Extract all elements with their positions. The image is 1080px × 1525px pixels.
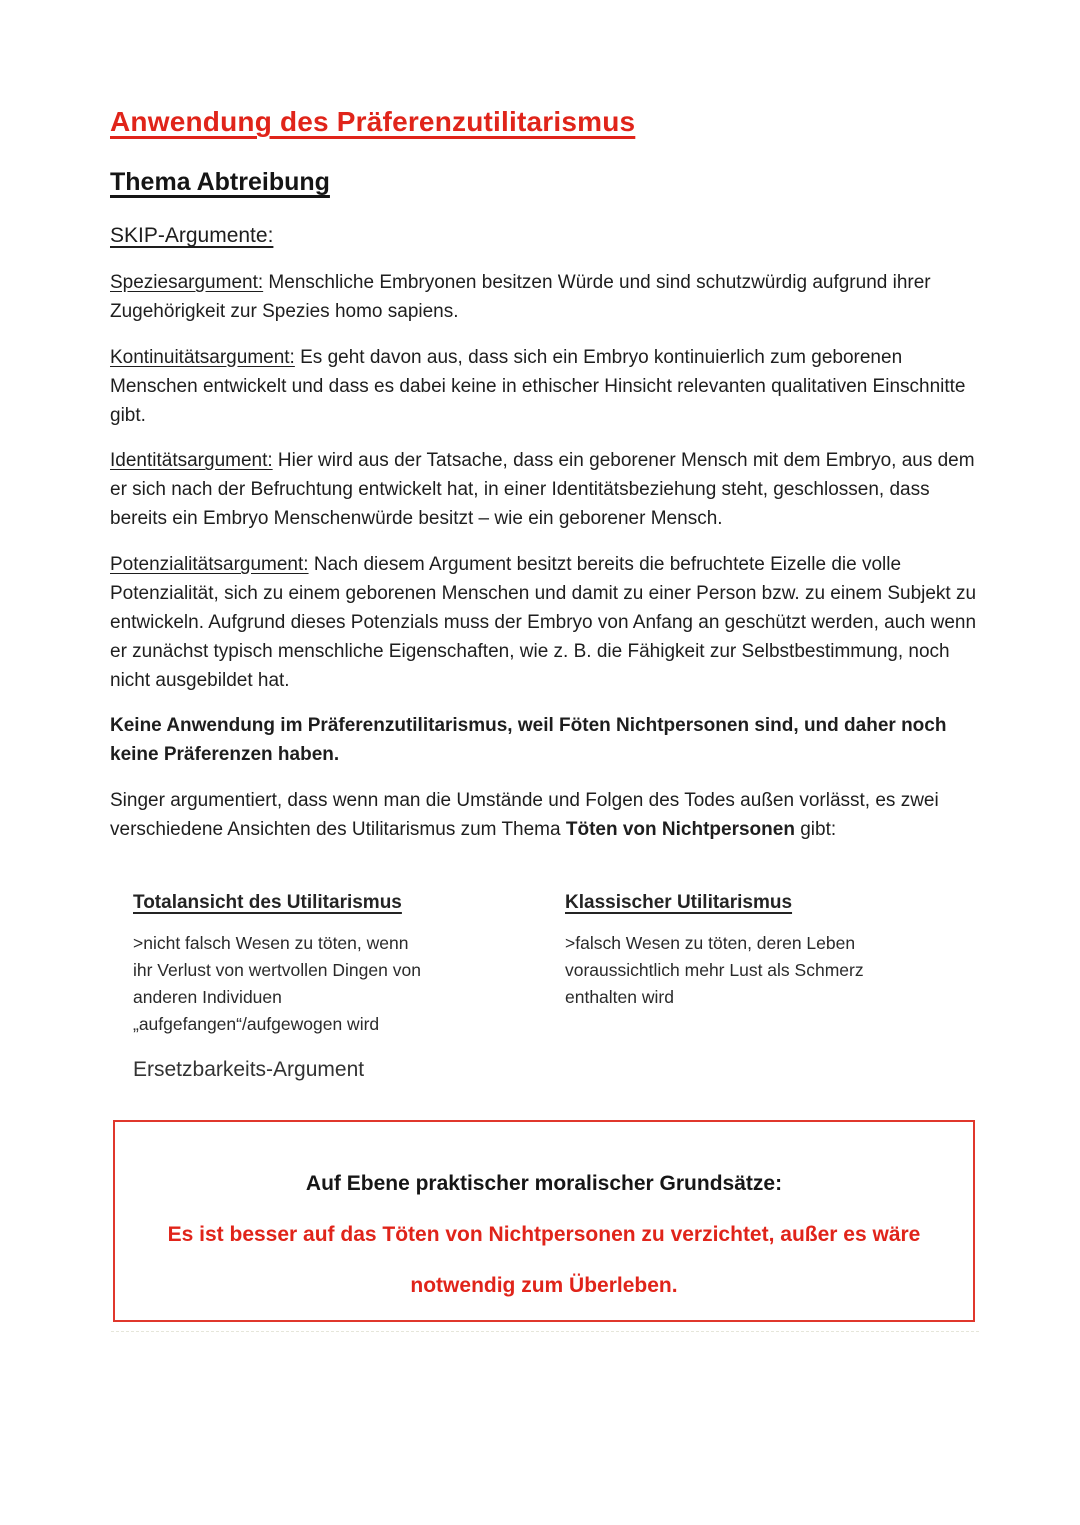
column-line: voraussichtlich mehr Lust als Schmerz [565,960,864,980]
argument-term: Kontinuitätsargument: [110,346,295,368]
column-totalansicht [133,892,488,1083]
section-heading: SKIP-Argumente: [110,224,274,247]
column-line: enthalten wird [565,987,674,1008]
column-line: „aufgefangen“/aufgewogen wird [133,1014,380,1035]
paragraph-identitaetsargument [110,447,988,534]
argument-text: Nach diesem Argument besitzt bereits die befruchtete Eizelle die volle Potenzialität, sich zu einem geborenen Menschen und damit zu einer Person bzw. zu einem Subjekt zu entwickeln. Aufgrund dieses Potenzials muss der Embryo von Anfang an geschützt werden, auch wenn er zunächst typisch menschliche Eigenschaften, wie z. B. die Fähigkeit zur Selbstbestimmung, noch nicht ausgebildet hat. [110,554,977,691]
paragraph-singer [110,787,988,845]
column-heading-klassisch: Klassischer Utilitarismus [565,891,793,913]
argument-text: Es geht davon aus, dass sich ein Embryo kontinuierlich zum geborenen Menschen entwickelt und dass es dabei keine in ethischer Hinsicht relevanten qualitativen Einschnitte gibt. [110,346,966,426]
singer-text-bold: Töten von Nichtpersonen [565,819,795,840]
column-body-klassisch [565,930,905,1011]
singer-text-before: Singer argumentiert, dass wenn man die Umstände und Folgen des Todes außen vorlässt, es zwei verschiedene Ansichten des Utilitarismus zum Thema [110,790,939,840]
singer-text-after: gibt: [794,819,837,840]
embedded-image-bottom-edge [111,1331,979,1332]
paragraph-potenzialitaetsargument [110,551,988,695]
argument-term: Potenzialitätsargument: [110,554,309,575]
column-heading-totalansicht: Totalansicht des Utilitarismus [133,891,402,913]
column-line: anderen Individuen [133,987,282,1008]
ersetzbarkeits-argument-label: Ersetzbarkeits-Argument [133,1058,365,1082]
page-title: Anwendung des Präferenzutilitarismus [110,106,636,137]
argument-term: Speziesargument: [110,272,264,293]
column-klassischer-utilitarismus [565,892,905,1083]
subtitle: Thema Abtreibung [110,168,330,196]
conclusion-box-heading: Auf Ebene praktischer moralischer Grundsätze: [305,1172,783,1196]
argument-text: Hier wird aus der Tatsache, dass ein geborener Mensch mit dem Embryo, aus dem er sich nach der Befruchtung entwickelt hat, in einer Identitätsbeziehung steht, geschlossen, dass bereits ein Embryo Menschenwürde besitzt – wie ein geborener Mensch. [110,450,975,530]
column-line: ihr Verlust von wertvollen Dingen von [133,960,421,980]
column-line: >falsch Wesen zu töten, deren Leben [565,932,856,953]
column-body-totalansicht [133,930,488,1039]
argument-text: Menschliche Embryonen besitzen Würde und sind schutzwürdig aufgrund ihrer Zugehörigkeit zur Spezies homo sapiens. [110,272,931,322]
conclusion-box-line: Es ist besser auf das Töten von Nichtpersonen zu verzichtet, außer es wäre [167,1223,921,1247]
conclusion-box [113,1120,975,1322]
paragraph-speziesargument [110,269,988,327]
column-line: >nicht falsch Wesen zu töten, wenn [133,932,409,953]
comparison-columns [133,892,988,1083]
conclusion-box-line: notwendig zum Überleben. [410,1274,678,1298]
paragraph-kontinuitaetsargument [110,344,988,431]
paragraph-keine-anwendung: Keine Anwendung im Präferenzutilitarismus, weil Föten Nichtpersonen sind, und daher noch keine Präferenzen haben. [110,715,947,766]
argument-term: Identitätsargument: [110,450,273,472]
